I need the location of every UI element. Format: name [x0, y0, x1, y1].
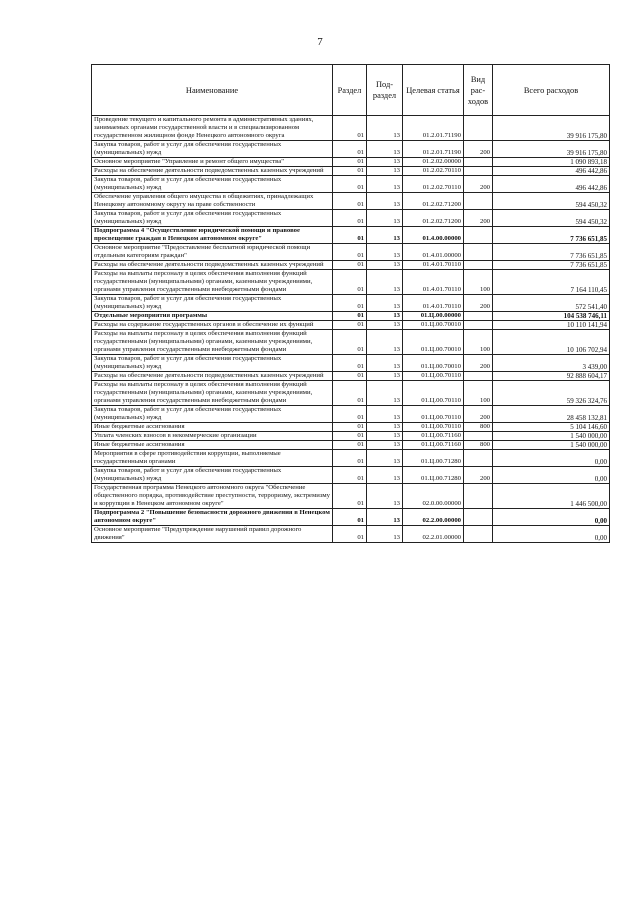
- table-row: [92, 526, 610, 543]
- cell-expense-type: [464, 432, 493, 441]
- cell-section: 01: [333, 406, 367, 423]
- cell-expense-type: [464, 312, 493, 321]
- cell-total: 59 326 324,76: [493, 381, 610, 406]
- cell-subsection: 13: [367, 167, 403, 176]
- cell-total: 496 442,86: [493, 176, 610, 193]
- cell-expense-type: 200: [464, 210, 493, 227]
- cell-name: Основное мероприятие "Предоставление бесплатной юридической помощи отдельным категориям граждан": [92, 244, 333, 261]
- cell-name: Государственная программа Ненецкого автономного округа "Обеспечение общественного порядка, противодействие преступности, терроризму, экстремизму и коррупции в Ненецком автономном округе": [92, 484, 333, 509]
- cell-target: 01.4.00.00000: [403, 227, 464, 244]
- header-target: Целевая статья: [403, 65, 464, 116]
- cell-target: 01.Ц.00.71280: [403, 467, 464, 484]
- table-row: [92, 193, 610, 210]
- cell-total: 594 450,32: [493, 210, 610, 227]
- cell-name: Отдельные мероприятия программы: [92, 312, 333, 321]
- table-row: [92, 381, 610, 406]
- cell-name: Закупка товаров, работ и услуг для обеспечения государственных (муниципальных) нужд: [92, 467, 333, 484]
- cell-section: 01: [333, 270, 367, 295]
- cell-total: 39 916 175,80: [493, 116, 610, 141]
- table-row: [92, 423, 610, 432]
- cell-expense-type: [464, 158, 493, 167]
- cell-target: 01.2.02.70110: [403, 167, 464, 176]
- header-name: Наименование: [92, 65, 333, 116]
- cell-section: 01: [333, 321, 367, 330]
- cell-section: 01: [333, 467, 367, 484]
- cell-subsection: 13: [367, 509, 403, 526]
- cell-total: 0,00: [493, 450, 610, 467]
- table-row: [92, 330, 610, 355]
- cell-name: Закупка товаров, работ и услуг для обеспечения государственных (муниципальных) нужд: [92, 355, 333, 372]
- cell-expense-type: 100: [464, 381, 493, 406]
- cell-name: Расходы на выплаты персоналу в целях обеспечения выполнения функций государственными (муниципальными) органами, казенными учреждениями, органами управления государственными внебюджетными фондами: [92, 330, 333, 355]
- cell-name: Расходы на выплаты персоналу в целях обеспечения выполнения функций государственными (муниципальными) органами, казенными учреждениями, органами управления государственными внебюджетными фондами: [92, 270, 333, 295]
- cell-name: Закупка товаров, работ и услуг для обеспечения государственных (муниципальных) нужд: [92, 406, 333, 423]
- cell-total: 0,00: [493, 509, 610, 526]
- cell-total: 496 442,86: [493, 167, 610, 176]
- table-body: [92, 116, 610, 543]
- cell-section: 01: [333, 423, 367, 432]
- cell-target: 01.4.01.70110: [403, 261, 464, 270]
- cell-target: 01.2.02.71200: [403, 193, 464, 210]
- table-row: [92, 210, 610, 227]
- cell-section: 01: [333, 526, 367, 543]
- cell-name: Подпрограмма 2 "Повышение безопасности дорожного движения в Ненецком автономном округе": [92, 509, 333, 526]
- table-row: [92, 295, 610, 312]
- cell-name: Закупка товаров, работ и услуг для обеспечения государственных (муниципальных) нужд: [92, 176, 333, 193]
- cell-subsection: 13: [367, 484, 403, 509]
- cell-total: 1 090 893,18: [493, 158, 610, 167]
- cell-section: 01: [333, 509, 367, 526]
- cell-total: 7 736 651,85: [493, 244, 610, 261]
- cell-total: 92 888 604,17: [493, 372, 610, 381]
- cell-target: 01.Ц.00.70010: [403, 355, 464, 372]
- header-expense-type: Вид рас-ходов: [464, 65, 493, 116]
- cell-name: Иные бюджетные ассигнования: [92, 441, 333, 450]
- cell-name: Расходы на выплаты персоналу в целях обеспечения выполнения функций государственными (муниципальными) органами, казенными учреждениями, органами управления государственными внебюджетными фондами: [92, 381, 333, 406]
- cell-section: 01: [333, 295, 367, 312]
- cell-expense-type: [464, 321, 493, 330]
- cell-name: Мероприятия в сфере противодействия коррупции, выполняемые государственными органами: [92, 450, 333, 467]
- cell-expense-type: [464, 227, 493, 244]
- cell-expense-type: [464, 526, 493, 543]
- cell-target: 01.Ц.00.70110: [403, 406, 464, 423]
- cell-section: 01: [333, 176, 367, 193]
- cell-target: 01.4.01.70110: [403, 295, 464, 312]
- cell-name: Закупка товаров, работ и услуг для обеспечения государственных (муниципальных) нужд: [92, 210, 333, 227]
- cell-subsection: 13: [367, 423, 403, 432]
- cell-name: Обеспечение управления общего имущества в общежитиях, принадлежащих Ненецкому автономному округу на праве собственности: [92, 193, 333, 210]
- cell-total: 1 540 000,00: [493, 441, 610, 450]
- cell-subsection: 13: [367, 116, 403, 141]
- cell-target: 01.2.01.71190: [403, 141, 464, 158]
- cell-section: 01: [333, 227, 367, 244]
- cell-total: 104 538 746,11: [493, 312, 610, 321]
- table-row: [92, 321, 610, 330]
- cell-name: Основное мероприятие "Управление и ремонт общего имущества": [92, 158, 333, 167]
- header-subsection: Под-раздел: [367, 65, 403, 116]
- cell-target: 01.Ц.00.71160: [403, 432, 464, 441]
- cell-name: Расходы на обеспечение деятельности подведомственных казенных учреждений: [92, 167, 333, 176]
- cell-total: 28 458 132,81: [493, 406, 610, 423]
- cell-section: 01: [333, 167, 367, 176]
- page-number: 7: [317, 36, 323, 48]
- cell-target: 01.2.02.00000: [403, 158, 464, 167]
- table-row: [92, 141, 610, 158]
- table-row: [92, 372, 610, 381]
- header-total: Всего расходов: [493, 65, 610, 116]
- cell-section: 01: [333, 312, 367, 321]
- cell-target: 01.Ц.00.70010: [403, 321, 464, 330]
- cell-target: 01.Ц.00.70110: [403, 381, 464, 406]
- table-row: [92, 158, 610, 167]
- cell-total: 7 164 110,45: [493, 270, 610, 295]
- cell-expense-type: 800: [464, 423, 493, 432]
- cell-target: 01.Ц.00.71160: [403, 441, 464, 450]
- cell-subsection: 13: [367, 441, 403, 450]
- cell-subsection: 13: [367, 406, 403, 423]
- cell-expense-type: 200: [464, 295, 493, 312]
- cell-name: Расходы на содержание государственных органов и обеспечение их функций: [92, 321, 333, 330]
- table-row: [92, 509, 610, 526]
- cell-target: 01.4.01.70110: [403, 270, 464, 295]
- cell-expense-type: 200: [464, 355, 493, 372]
- cell-expense-type: [464, 261, 493, 270]
- cell-target: 01.2.02.71200: [403, 210, 464, 227]
- cell-total: 7 736 651,85: [493, 227, 610, 244]
- cell-subsection: 13: [367, 355, 403, 372]
- cell-target: 02.2.01.00000: [403, 526, 464, 543]
- cell-expense-type: [464, 193, 493, 210]
- cell-section: 01: [333, 450, 367, 467]
- cell-total: 1 446 500,00: [493, 484, 610, 509]
- table-row: [92, 312, 610, 321]
- cell-subsection: 13: [367, 321, 403, 330]
- table-row: [92, 227, 610, 244]
- table-row: [92, 244, 610, 261]
- table-row: [92, 484, 610, 509]
- cell-subsection: 13: [367, 330, 403, 355]
- cell-expense-type: [464, 372, 493, 381]
- cell-expense-type: 200: [464, 141, 493, 158]
- table-row: [92, 432, 610, 441]
- cell-subsection: 13: [367, 381, 403, 406]
- cell-section: 01: [333, 432, 367, 441]
- table-row: [92, 270, 610, 295]
- cell-subsection: 13: [367, 193, 403, 210]
- cell-subsection: 13: [367, 467, 403, 484]
- cell-name: Подпрограмма 4 "Осуществление юридической помощи и правовое просвещение граждан в Ненецком автономном округе": [92, 227, 333, 244]
- cell-section: 01: [333, 116, 367, 141]
- cell-expense-type: 100: [464, 330, 493, 355]
- table-header-row: [92, 65, 610, 116]
- cell-section: 01: [333, 193, 367, 210]
- cell-name: Расходы на обеспечение деятельности подведомственных казенных учреждений: [92, 261, 333, 270]
- table-row: [92, 355, 610, 372]
- cell-section: 01: [333, 372, 367, 381]
- cell-section: 01: [333, 261, 367, 270]
- cell-expense-type: 100: [464, 270, 493, 295]
- cell-section: 01: [333, 141, 367, 158]
- cell-expense-type: [464, 116, 493, 141]
- cell-expense-type: [464, 484, 493, 509]
- table-row: [92, 116, 610, 141]
- table-row: [92, 441, 610, 450]
- cell-expense-type: [464, 509, 493, 526]
- cell-section: 01: [333, 330, 367, 355]
- cell-target: 02.0.00.00000: [403, 484, 464, 509]
- cell-subsection: 13: [367, 176, 403, 193]
- cell-subsection: 13: [367, 227, 403, 244]
- cell-subsection: 13: [367, 312, 403, 321]
- cell-expense-type: 800: [464, 441, 493, 450]
- cell-target: 01.Ц.00.70010: [403, 330, 464, 355]
- cell-expense-type: [464, 450, 493, 467]
- cell-section: 01: [333, 381, 367, 406]
- cell-name: Проведение текущего и капитального ремонта в административных зданиях, занимаемых органами государственной власти и в специализированном государственном жилищном фонде Ненецкого автономного округа: [92, 116, 333, 141]
- cell-total: 7 736 651,85: [493, 261, 610, 270]
- cell-name: Закупка товаров, работ и услуг для обеспечения государственных (муниципальных) нужд: [92, 295, 333, 312]
- cell-total: 572 541,40: [493, 295, 610, 312]
- cell-target: 01.4.01.00000: [403, 244, 464, 261]
- cell-target: 01.2.02.70110: [403, 176, 464, 193]
- cell-total: 0,00: [493, 526, 610, 543]
- cell-total: 5 104 146,60: [493, 423, 610, 432]
- cell-name: Основное мероприятие "Предупреждение нарушений правил дорожного движения": [92, 526, 333, 543]
- cell-target: 02.2.00.00000: [403, 509, 464, 526]
- cell-name: Закупка товаров, работ и услуг для обеспечения государственных (муниципальных) нужд: [92, 141, 333, 158]
- header-section: Раздел: [333, 65, 367, 116]
- cell-subsection: 13: [367, 244, 403, 261]
- cell-subsection: 13: [367, 210, 403, 227]
- table-row: [92, 450, 610, 467]
- cell-subsection: 13: [367, 270, 403, 295]
- cell-expense-type: [464, 244, 493, 261]
- cell-section: 01: [333, 244, 367, 261]
- cell-section: 01: [333, 210, 367, 227]
- table-row: [92, 467, 610, 484]
- cell-name: Иные бюджетные ассигнования: [92, 423, 333, 432]
- table-row: [92, 406, 610, 423]
- cell-total: 39 916 175,80: [493, 141, 610, 158]
- cell-expense-type: 200: [464, 406, 493, 423]
- cell-name: Уплата членских взносов в некоммерческие организации: [92, 432, 333, 441]
- cell-section: 01: [333, 441, 367, 450]
- cell-target: 01.Ц.00.00000: [403, 312, 464, 321]
- cell-subsection: 13: [367, 141, 403, 158]
- cell-expense-type: 200: [464, 176, 493, 193]
- cell-subsection: 13: [367, 295, 403, 312]
- cell-subsection: 13: [367, 158, 403, 167]
- cell-total: 10 106 702,94: [493, 330, 610, 355]
- cell-total: 0,00: [493, 467, 610, 484]
- table-row: [92, 167, 610, 176]
- cell-total: 594 450,32: [493, 193, 610, 210]
- cell-total: 10 110 141,94: [493, 321, 610, 330]
- cell-target: 01.Ц.00.70110: [403, 423, 464, 432]
- cell-name: Расходы на обеспечение деятельности подведомственных казенных учреждений: [92, 372, 333, 381]
- cell-section: 01: [333, 158, 367, 167]
- cell-total: 3 439,00: [493, 355, 610, 372]
- cell-expense-type: 200: [464, 467, 493, 484]
- cell-target: 01.Ц.00.70110: [403, 372, 464, 381]
- table-row: [92, 261, 610, 270]
- cell-subsection: 13: [367, 372, 403, 381]
- table-row: [92, 176, 610, 193]
- cell-target: 01.2.01.71190: [403, 116, 464, 141]
- cell-target: 01.Ц.00.71280: [403, 450, 464, 467]
- cell-section: 01: [333, 355, 367, 372]
- cell-expense-type: [464, 167, 493, 176]
- cell-subsection: 13: [367, 261, 403, 270]
- cell-section: 01: [333, 484, 367, 509]
- budget-table: [91, 64, 610, 543]
- cell-total: 1 540 000,00: [493, 432, 610, 441]
- cell-subsection: 13: [367, 526, 403, 543]
- cell-subsection: 13: [367, 450, 403, 467]
- cell-subsection: 13: [367, 432, 403, 441]
